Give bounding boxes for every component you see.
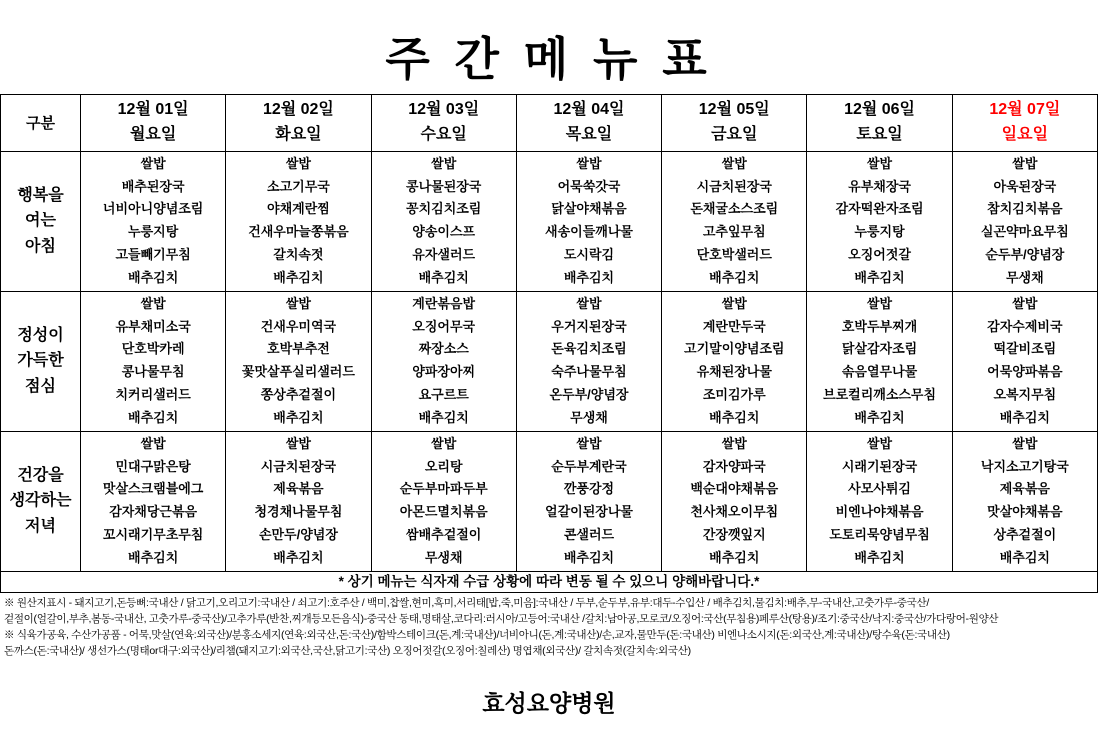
menu-item: 깐풍강정 xyxy=(563,481,615,497)
menu-cell-meal3-day1 xyxy=(81,431,226,571)
day-header-date: 12월 04일 xyxy=(553,100,625,118)
menu-item: 쌀밥 xyxy=(866,435,893,451)
menu-item: 감자양파국 xyxy=(702,458,766,474)
meal-row-3 xyxy=(1,431,1098,571)
menu-item: 제육볶음 xyxy=(999,481,1050,497)
menu-item: 건새우미역국 xyxy=(260,318,337,334)
column-header-day-3 xyxy=(371,94,516,151)
menu-item: 쌀밥 xyxy=(140,295,166,311)
menu-item: 무생채 xyxy=(424,549,463,565)
menu-item: 브로컬리깨소스무침 xyxy=(823,386,937,402)
menu-item: 누룽지탕 xyxy=(128,224,179,240)
menu-cell-meal1-day4 xyxy=(516,151,661,291)
menu-item: 솎음열무나물 xyxy=(841,364,918,380)
menu-item: 백순대야채볶음 xyxy=(690,481,779,497)
menu-item: 닭살야채볶음 xyxy=(551,201,627,217)
menu-item: 쌀밥 xyxy=(1012,155,1038,171)
menu-cell-meal3-day4 xyxy=(516,431,661,571)
meal-label-line: 아침 xyxy=(25,237,56,255)
page-title: 주 간 메 뉴 표 xyxy=(385,33,713,85)
menu-item: 도토리묵양념무침 xyxy=(829,526,930,542)
menu-item: 단호박샐러드 xyxy=(696,246,772,262)
menu-item: 순두부/양념장 xyxy=(985,246,1065,262)
menu-item: 배추김치 xyxy=(563,549,615,565)
origin-notes xyxy=(0,593,1098,659)
menu-cell-meal2-day4 xyxy=(516,291,661,431)
menu-item: 무생채 xyxy=(1006,269,1044,285)
menu-item: 쌀밥 xyxy=(140,435,166,451)
menu-item: 쌀밥 xyxy=(576,435,602,451)
meal-row-1 xyxy=(1,151,1098,291)
notice-row xyxy=(1,571,1098,592)
menu-cell-meal2-day1 xyxy=(81,291,226,431)
menu-item: 감자떡완자조림 xyxy=(835,201,924,217)
menu-item: 순두부마파두부 xyxy=(399,481,488,497)
day-header-date: 12월 02일 xyxy=(262,100,334,118)
day-header-date: 12월 06일 xyxy=(844,100,916,118)
menu-cell-meal1-day2 xyxy=(226,151,371,291)
menu-item: 온두부/양념장 xyxy=(549,386,629,402)
menu-item: 단호박카레 xyxy=(121,341,185,357)
menu-cell-meal3-day3 xyxy=(371,431,516,571)
menu-item: 배추김치 xyxy=(128,409,179,425)
menu-item: 배추김치 xyxy=(273,269,324,285)
menu-item: 콩나물무침 xyxy=(121,364,185,380)
header-row xyxy=(1,94,1098,151)
meal-label-line: 가득한 xyxy=(17,352,64,370)
menu-cell-meal3-day2 xyxy=(226,431,371,571)
menu-item: 떡갈비조림 xyxy=(993,341,1057,357)
meal-label-line: 여는 xyxy=(25,212,56,230)
menu-item: 쌀밥 xyxy=(140,155,166,171)
origin-note-line-4: 돈까스(돈:국내산)/ 생선가스(명태or대구:외국산)/리챔(돼지고기:외국산,국산,닭고기:국산) 오징어젓갈(오징어:칠레산) 명엽채(외국산)/ 갈치속젓(갈치속:외국산) xyxy=(4,644,691,657)
menu-table-body xyxy=(1,151,1098,592)
menu-cell-meal2-day6 xyxy=(807,291,952,431)
menu-cell-meal2-day2 xyxy=(226,291,371,431)
meal-label-2 xyxy=(1,291,81,431)
day-header-weekday: 금요일 xyxy=(711,125,758,143)
menu-table xyxy=(0,94,1098,593)
menu-item: 배추김치 xyxy=(709,409,760,425)
menu-cell-meal1-day6 xyxy=(807,151,952,291)
menu-item: 돈채굴소스조림 xyxy=(690,201,779,217)
menu-item: 양파장아찌 xyxy=(412,364,476,380)
menu-item: 야채계란찜 xyxy=(267,201,330,217)
day-header-date: 12월 07일 xyxy=(989,100,1061,118)
menu-item: 꼬시래기무초무침 xyxy=(102,526,204,542)
day-header-date: 12월 03일 xyxy=(408,100,480,118)
menu-item: 오리탕 xyxy=(424,458,463,474)
meal-label-line: 건강을 xyxy=(17,466,64,484)
menu-item: 아욱된장국 xyxy=(993,178,1057,194)
menu-item: 제육볶음 xyxy=(273,481,324,497)
menu-item: 짜장소스 xyxy=(418,341,469,357)
meal-label-line: 점심 xyxy=(25,377,56,395)
menu-item: 쌀밥 xyxy=(866,155,893,171)
menu-cell-meal1-day7 xyxy=(952,151,1097,291)
menu-item: 오징어젓갈 xyxy=(848,246,911,262)
column-header-gubun: 구분 xyxy=(1,94,81,151)
menu-cell-meal2-day5 xyxy=(662,291,807,431)
menu-item: 배추된장국 xyxy=(121,178,185,194)
menu-item: 유자샐러드 xyxy=(412,246,476,262)
menu-item: 소고기무국 xyxy=(267,178,330,194)
menu-item: 건새우마늘쫑볶음 xyxy=(248,224,349,240)
menu-item: 너비아니양념조림 xyxy=(102,201,204,217)
origin-note-line-3: ※ 식육가공육, 수산가공품 - 어묵,맛살(연육:외국산)/분홍소세지(연육:외국산,돈:국산)/함박스테이크(돈,계:국내산)/너비아니(돈,계:국내산)/손,교자,물만두(돈:국내산) 비엔나소시지(돈:외국산,계:국내산)/탕수육(돈:국내산) xyxy=(4,628,950,641)
menu-item: 치커리샐러드 xyxy=(115,386,191,402)
menu-item: 쌀밥 xyxy=(285,155,311,171)
menu-item: 고기말이양념조림 xyxy=(684,341,785,357)
menu-cell-meal3-day7 xyxy=(952,431,1097,571)
menu-item: 감자수제비국 xyxy=(987,318,1063,334)
menu-cell-meal2-day3 xyxy=(371,291,516,431)
menu-item: 꽁치김치조림 xyxy=(406,201,482,217)
menu-item: 오복지무침 xyxy=(993,386,1057,402)
menu-item: 배추김치 xyxy=(273,549,324,565)
menu-item: 낙지소고기탕국 xyxy=(980,458,1069,474)
menu-item: 쫑상추겉절이 xyxy=(260,386,337,402)
meal-label-line: 생각하는 xyxy=(9,492,72,510)
menu-item: 청경채나물무침 xyxy=(254,504,343,520)
column-header-day-6 xyxy=(807,94,952,151)
menu-item: 간장깻잎지 xyxy=(702,526,766,542)
menu-item: 얼갈이된장나물 xyxy=(545,504,633,520)
menu-item: 배추김치 xyxy=(563,269,615,285)
menu-item: 고들빼기무침 xyxy=(115,246,191,262)
menu-item: 쌀밥 xyxy=(1012,435,1038,451)
menu-item: 유부채미소국 xyxy=(115,318,191,334)
menu-item: 쌀밥 xyxy=(576,155,602,171)
menu-item: 배추김치 xyxy=(128,549,179,565)
day-header-weekday: 토요일 xyxy=(856,125,903,143)
menu-item: 배추김치 xyxy=(854,409,905,425)
menu-item: 실곤약마요무침 xyxy=(980,224,1069,240)
menu-item: 쌀밥 xyxy=(1012,295,1038,311)
day-header-weekday: 목요일 xyxy=(565,125,613,143)
menu-item: 새송이들깨나물 xyxy=(545,224,633,240)
menu-item: 조미김가루 xyxy=(702,386,766,402)
menu-item: 고추잎무침 xyxy=(702,224,766,240)
column-header-day-2 xyxy=(226,94,371,151)
menu-item: 배추김치 xyxy=(128,269,179,285)
day-header-weekday: 일요일 xyxy=(1001,125,1049,143)
menu-item: 쌀밥 xyxy=(431,435,457,451)
menu-item: 배추김치 xyxy=(418,269,469,285)
menu-notice: * 상기 메뉴는 식자재 수급 상황에 따라 변동 될 수 있으니 양해바랍니다.* xyxy=(1,571,1098,592)
menu-item: 도시락김 xyxy=(563,246,615,262)
menu-item: 돈육김치조림 xyxy=(551,341,627,357)
menu-item: 쌈배추겉절이 xyxy=(406,526,482,542)
menu-item: 콘샐러드 xyxy=(563,526,615,542)
menu-item: 쌀밥 xyxy=(721,435,747,451)
column-header-day-4 xyxy=(516,94,661,151)
column-header-day-1 xyxy=(81,94,226,151)
menu-item: 시래기된장국 xyxy=(841,458,918,474)
menu-item: 천사채오이무침 xyxy=(690,504,779,520)
meal-label-line: 행복을 xyxy=(17,186,64,204)
menu-cell-meal2-day7 xyxy=(952,291,1097,431)
menu-item: 쌀밥 xyxy=(285,295,311,311)
column-header-day-7 xyxy=(952,94,1097,151)
menu-item: 쌀밥 xyxy=(576,295,602,311)
menu-item: 감자채당근볶음 xyxy=(109,504,198,520)
meal-label-line: 저녁 xyxy=(25,517,56,535)
menu-item: 배추김치 xyxy=(999,409,1050,425)
menu-table-header xyxy=(1,94,1098,151)
menu-cell-meal1-day5 xyxy=(662,151,807,291)
menu-item: 무생채 xyxy=(570,409,608,425)
menu-item: 시금치된장국 xyxy=(260,458,337,474)
meal-label-1 xyxy=(1,151,81,291)
column-header-day-5 xyxy=(662,94,807,151)
menu-item: 쌀밥 xyxy=(285,435,311,451)
menu-item: 우거지된장국 xyxy=(551,318,627,334)
menu-item: 사모사튀김 xyxy=(848,481,911,497)
menu-cell-meal3-day5 xyxy=(662,431,807,571)
menu-item: 호박부추전 xyxy=(267,341,330,357)
menu-item: 맛살야채볶음 xyxy=(987,504,1063,520)
menu-cell-meal3-day6 xyxy=(807,431,952,571)
menu-item: 콩나물된장국 xyxy=(406,178,482,194)
day-header-weekday: 화요일 xyxy=(275,125,322,143)
menu-item: 배추김치 xyxy=(709,269,760,285)
hospital-name: 효성요양병원 xyxy=(482,689,616,716)
menu-item: 맛살스크램블에그 xyxy=(102,481,204,497)
menu-item: 배추김치 xyxy=(273,409,324,425)
menu-item: 쌀밥 xyxy=(721,155,747,171)
menu-item: 배추김치 xyxy=(709,549,760,565)
menu-item: 어묵양파볶음 xyxy=(987,364,1063,380)
menu-item: 아몬드멸치볶음 xyxy=(399,504,488,520)
menu-item: 상추겉절이 xyxy=(993,526,1057,542)
day-header-weekday: 수요일 xyxy=(420,125,467,143)
meal-row-2 xyxy=(1,291,1098,431)
menu-item: 시금치된장국 xyxy=(696,178,772,194)
menu-cell-meal1-day3 xyxy=(371,151,516,291)
menu-item: 호박두부찌개 xyxy=(841,318,918,334)
meal-label-line: 정성이 xyxy=(17,326,64,344)
menu-item: 꽃맛살푸실리샐러드 xyxy=(241,364,355,380)
menu-item: 오징어무국 xyxy=(412,318,476,334)
menu-item: 계란만두국 xyxy=(702,318,766,334)
origin-note-line-2: 겉절이(얼갈이,부추,봄동-국내산, 고춧가루-중국산)/고추가루(반찬,찌개등모든음식)-중국산 동태,명태살,코다리:러시아/고등어:국내산 /갈치:남아공,모로코/오징어:국산(무침용)페루산(탕용)/조기:중국산/낙지:중국산/가다랑어-원양산 xyxy=(4,612,999,625)
menu-item: 순두부계란국 xyxy=(551,458,627,474)
menu-item: 손만두/양념장 xyxy=(258,526,338,542)
origin-note-line-1: ※ 원산지표시 - 돼지고기,돈등뼈:국내산 / 닭고기,오리고기:국내산 / 쇠고기:호주산 / 백미,찹쌀,현미,흑미,서리태[밥,죽,미음]:국내산 / 두부,순두부,유부:대두-수입산 / 배추김치,물김치:배추,무-국내산,고춧가루-중국산/ xyxy=(4,596,929,609)
menu-item: 참치김치볶음 xyxy=(987,201,1063,217)
day-header-date: 12월 05일 xyxy=(698,100,770,118)
menu-item: 유부채장국 xyxy=(848,178,911,194)
menu-cell-meal1-day1 xyxy=(81,151,226,291)
menu-item: 닭살감자조림 xyxy=(841,341,918,357)
menu-item: 쌀밥 xyxy=(721,295,747,311)
menu-item: 비엔나야채볶음 xyxy=(835,504,924,520)
menu-item: 계란볶음밥 xyxy=(412,295,476,311)
menu-item: 숙주나물무침 xyxy=(551,364,627,380)
menu-item: 유채된장나물 xyxy=(696,364,772,380)
menu-item: 배추김치 xyxy=(418,409,469,425)
menu-item: 쌀밥 xyxy=(431,155,457,171)
menu-item: 양송이스프 xyxy=(412,224,476,240)
menu-item: 민대구맑은탕 xyxy=(115,458,191,474)
menu-item: 배추김치 xyxy=(854,549,905,565)
menu-item: 갈치속젓 xyxy=(273,246,324,262)
day-header-weekday: 월요일 xyxy=(129,125,177,143)
day-header-date: 12월 01일 xyxy=(117,100,189,118)
menu-item: 배추김치 xyxy=(999,549,1050,565)
menu-item: 쌀밥 xyxy=(866,295,893,311)
menu-item: 배추김치 xyxy=(854,269,905,285)
menu-item: 어묵쑥갓국 xyxy=(557,178,621,194)
meal-label-3 xyxy=(1,431,81,571)
menu-item: 누룽지탕 xyxy=(854,224,905,240)
menu-item: 요구르트 xyxy=(418,386,469,402)
